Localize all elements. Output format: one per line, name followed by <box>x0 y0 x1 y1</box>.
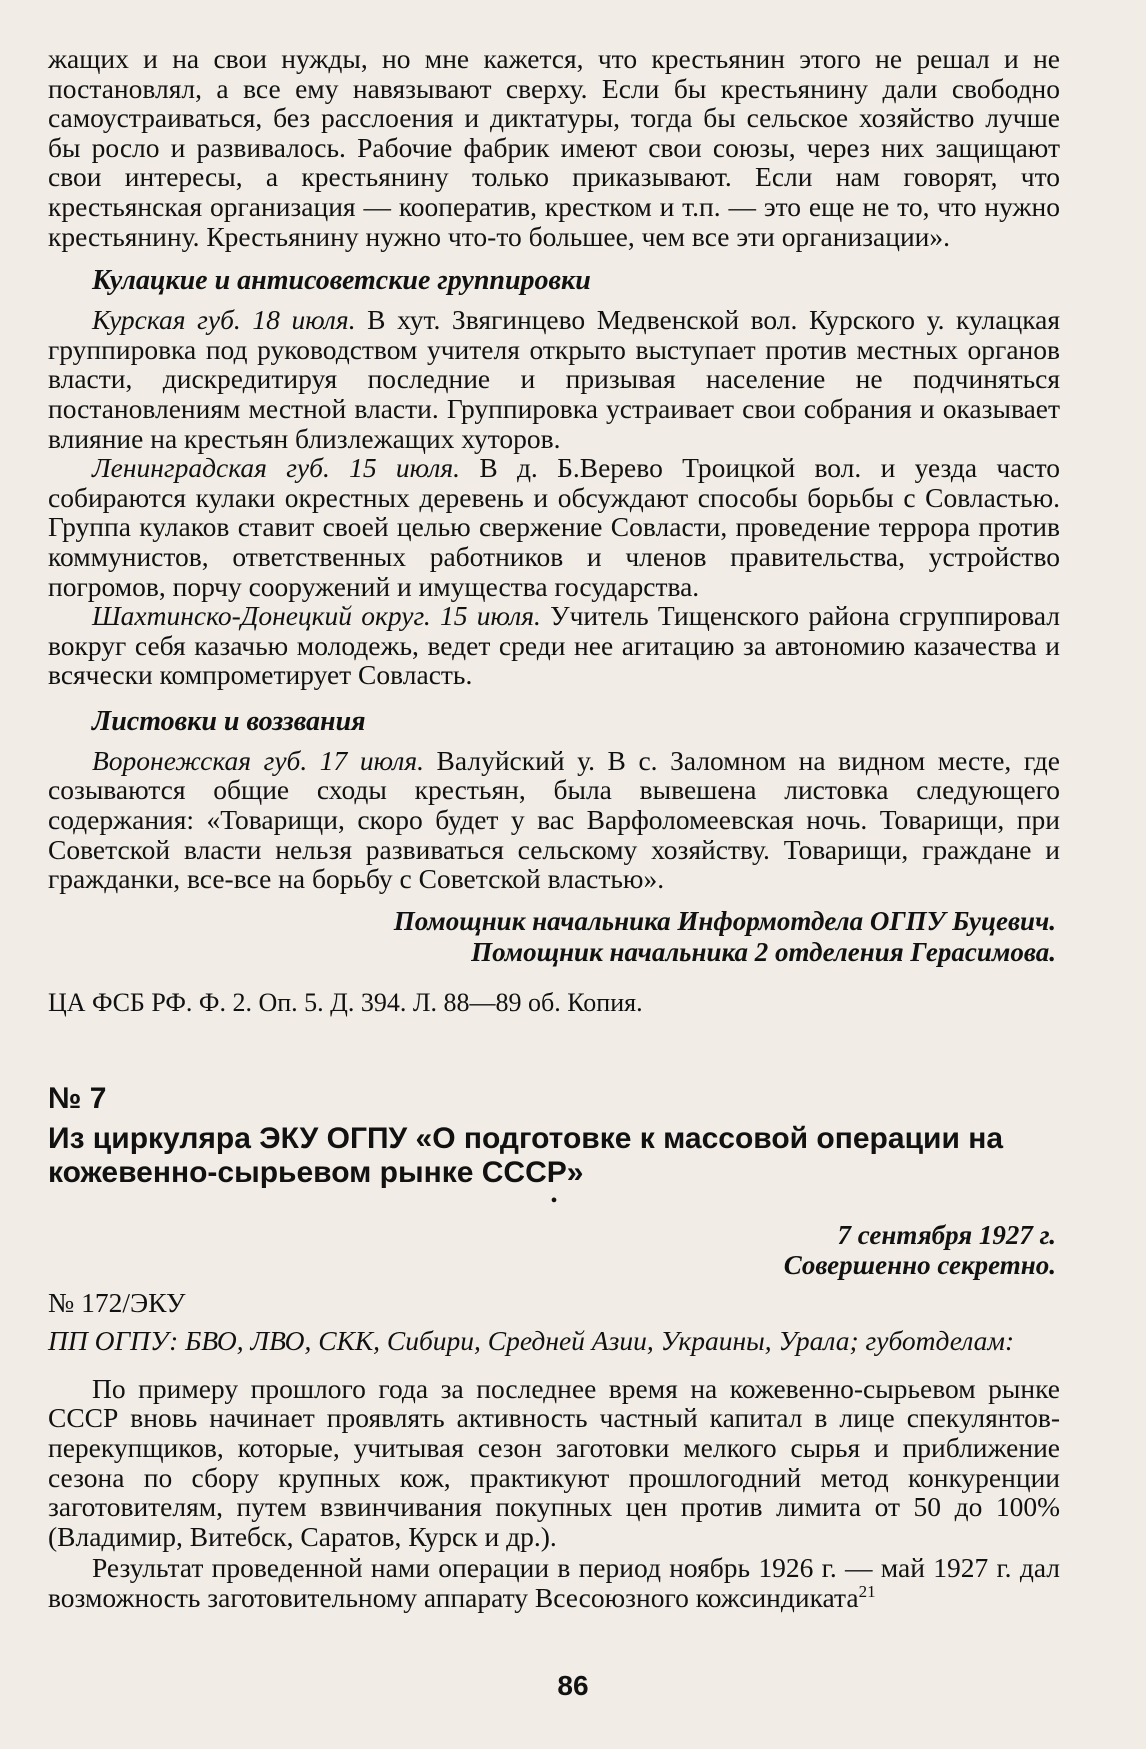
report-text: В д. Б.Верево Троицкой вол. и уезда часто собираются кулаки окрестных деревень и обсуждают способы борьбы с Совластью. Группа кулаков ставит своей целью свержение Совласти, проведение террора против коммунистов, ответственных работников и членов правительства, устройство погромов, порчу сооружений и имущества государства. <box>48 452 1060 602</box>
section-title-kulak: Кулацкие и антисоветские группировки <box>92 265 591 297</box>
body-paragraph-text: Результат проведенной нами операции в период ноябрь 1926 г. — май 1927 г. дал возможность заготовительному аппарату Всесоюзного кожсиндиката <box>48 1552 1060 1613</box>
signature-line: Помощник начальника Информотдела ОГПУ Буцевич. <box>393 905 1056 936</box>
report-text: Учитель Тищенского района сгруппировал вокруг себя казачью молодежь, ведет среди нее агитацию за автономию казачества и всячески компрометирует Совласть. <box>48 600 1060 691</box>
report-entry <box>48 746 1060 894</box>
archive-source: ЦА ФСБ РФ. Ф. 2. Оп. 5. Д. 394. Л. 88—89 об. Копия. <box>48 987 643 1017</box>
body-paragraph: По примеру прошлого года за последнее время на кожевенно-сырьевом рынке СССР вновь начинает проявлять активность частный капитал в лице спекулянтов-перекупщиков, которые, учитывая сезон заготовки мелкого сырья и приближение сезона по сбору крупных кож, практикуют прошлогодний метод конкуренции заготовителям, путем взвинчивания покупных цен против лимита от 50 до 100% (Владимир, Витебск, Саратов, Курск и др.). <box>48 1372 1060 1552</box>
document-date: 7 сентября 1927 г. <box>837 1219 1056 1250</box>
document-page <box>48 44 1060 1613</box>
separator-bullet: • <box>550 1189 558 1212</box>
report-text: Валуйский у. В с. Заломном на видном месте, где созываются общие сходы крестьян, была вывешена листовка следующего содержания: «Товарищи, скоро будет у вас Варфоломеевская ночь. Товарищи, при Советской власти нельзя развиваться сельскому хозяйству. Товарищи, граждане и гражданки, все-все на борьбу с Советской властью». <box>48 744 1060 895</box>
report-place-date: Воронежская губ. 17 июля. <box>92 744 424 776</box>
footnote-reference: 21 <box>858 1581 876 1601</box>
report-place-date: Курская губ. 18 июля. <box>92 304 356 336</box>
section-title-leaflets: Листовки и воззвания <box>92 705 366 737</box>
page-number: 86 <box>557 1670 589 1701</box>
document-number: № 7 <box>48 1081 107 1115</box>
report-entry <box>48 453 1060 601</box>
report-place-date: Шахтинско-Донецкий округ. 15 июля. <box>92 600 541 632</box>
signature-line: Помощник начальника 2 отделения Герасимова. <box>471 936 1056 967</box>
report-entry <box>48 305 1060 453</box>
classification-mark: Совершенно секретно. <box>783 1249 1056 1280</box>
report-place-date: Ленинградская губ. 15 июля. <box>92 452 461 484</box>
addressees: ПП ОГПУ: БВО, ЛВО, СКК, Сибири, Средней Азии, Украины, Урала; губотделам: <box>48 1324 1015 1356</box>
registration-number: № 172/ЭКУ <box>48 1286 186 1318</box>
intro-paragraph: жащих и на свои нужды, но мне кажется, что крестьянин этого не решал и не постановлял, а все ему навязывают сверху. Если бы крестьянину дали свободно самоустраиваться, без расслоения и диктатуры, тогда бы сельское хозяйство лучше бы росло и развивалось. Рабочие фабрик имеют свои союзы, через них защищают свои интересы, а крестьянину только приказывают. Если нам говорят, что крестьянская организация — кооператив, крестком и т.п. — это еще не то, что нужно крестьянину. Крестьянину нужно что-то большее, чем все эти организации». <box>48 43 1060 252</box>
report-entry <box>48 601 1060 690</box>
report-text: В хут. Звягинцево Медвенской вол. Курского у. кулацкая группировка под руководством учителя открыто выступает против местных органов власти, дискредитируя последние и призывая население не подчиняться постановлениям местной власти. Группировка устраивает свои собрания и оказывает влияние на крестьян близлежащих хуторов. <box>48 304 1060 454</box>
body-paragraph <box>48 1553 1060 1612</box>
document-title: Из циркуляра ЭКУ ОГПУ «О подготовке к массовой операции на кожевенно-сырьевом рынке СССР» <box>48 1121 1004 1189</box>
